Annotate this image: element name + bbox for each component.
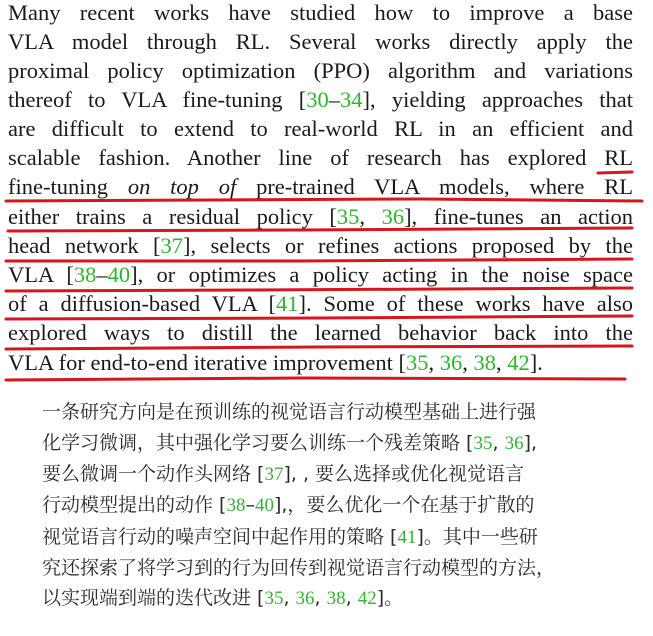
english-line <box>8 29 633 55</box>
citation-link[interactable]: 35 <box>264 588 284 609</box>
chinese-line <box>42 398 536 426</box>
text-run: ], , 要么选择或优化视觉语言 <box>283 463 525 485</box>
text-run: head network [ <box>8 233 161 258</box>
text-run: – <box>245 494 255 516</box>
text-run: , <box>462 350 474 375</box>
text-run: ]。其中一些研 <box>416 526 538 548</box>
emphasis-text: on top of <box>127 174 237 199</box>
text-run: , <box>283 587 296 609</box>
english-line <box>8 262 633 288</box>
text-run: ], fine-tunes an action <box>404 204 633 229</box>
red-underline-stroke <box>6 378 625 380</box>
english-line <box>8 145 633 171</box>
text-run: , <box>492 432 505 454</box>
citation-link[interactable]: 37 <box>264 464 284 485</box>
citation-link[interactable]: 38 <box>326 588 346 609</box>
text-run: , <box>345 587 358 609</box>
english-line <box>8 320 633 346</box>
text-run: VLA model through RL. Several works directly apply the <box>8 29 633 54</box>
text-run: 以实现端到端的迭代改进 [ <box>42 587 265 609</box>
english-line <box>8 116 633 142</box>
english-line <box>8 204 633 230</box>
text-run: – <box>328 87 340 112</box>
citation-link[interactable]: 37 <box>160 233 183 258</box>
text-run: of a diffusion-based VLA [ <box>8 291 276 316</box>
text-run: VLA for end-to-end iterative improvement [ <box>8 350 406 375</box>
citation-link[interactable]: 35 <box>406 350 429 375</box>
text-run: proximal policy optimization (PPO) algorithm and variations <box>8 58 633 83</box>
red-underline-stroke <box>6 346 632 349</box>
red-underline-stroke <box>598 172 632 173</box>
citation-link[interactable]: 41 <box>397 527 417 548</box>
text-run: 要么微调一个动作头网络 [ <box>42 463 265 485</box>
citation-link[interactable]: 38 <box>73 262 97 287</box>
text-run: are difficult to extend to real-world RL in an efficient and <box>8 116 633 141</box>
citation-link[interactable]: 36 <box>504 433 524 454</box>
text-run: , <box>314 587 327 609</box>
text-run: ], or optimizes a policy acting in the noise space <box>130 262 633 287</box>
text-run: , <box>496 350 508 375</box>
text-run: 视觉语言行动的噪声空间中起作用的策略 [ <box>42 526 398 548</box>
citation-link[interactable]: 38 <box>226 495 246 516</box>
citation-link[interactable]: 35 <box>336 204 360 229</box>
text-run: either trains a residual policy [ <box>8 204 337 229</box>
text-run: ]。 <box>376 587 404 609</box>
citation-link[interactable]: 42 <box>357 588 377 609</box>
text-run: 究还探索了将学习到的行为回传到视觉语言行动模型的方法， <box>42 557 556 579</box>
red-underline-stroke <box>6 259 632 261</box>
text-run: Many recent works have studied how to improve a base <box>8 0 633 25</box>
citation-link[interactable]: 35 <box>473 433 493 454</box>
chinese-line <box>42 554 555 582</box>
chinese-line <box>42 460 524 488</box>
english-line <box>8 350 633 376</box>
text-run: , <box>428 350 440 375</box>
citation-link[interactable]: 36 <box>381 204 405 229</box>
citation-link[interactable]: 34 <box>339 87 363 112</box>
text-run: VLA [ <box>8 262 74 287</box>
text-run: 化学习微调，其中强化学习要么训练一个残差策略 [ <box>42 432 474 454</box>
text-run: 一条研究方向是在预训练的视觉语言行动模型基础上进行强 <box>42 401 537 423</box>
text-run: fine-tuning <box>8 174 128 199</box>
citation-link[interactable]: 40 <box>254 495 274 516</box>
english-line <box>8 233 633 259</box>
chinese-line <box>42 584 403 612</box>
text-run: ], selects or refines actions proposed by the <box>182 233 633 258</box>
english-line <box>8 0 633 26</box>
text-run: ]. <box>529 350 543 375</box>
text-run: explored ways to distill the learned behavior back into the <box>8 320 633 345</box>
text-run: ]. Some of these works have also <box>298 291 633 316</box>
citation-link[interactable]: 41 <box>276 291 299 316</box>
english-line <box>8 174 633 200</box>
text-run: – <box>96 262 108 287</box>
text-run: 行动模型提出的动作 [ <box>42 494 227 516</box>
citation-link[interactable]: 36 <box>295 588 315 609</box>
citation-link[interactable]: 36 <box>439 350 463 375</box>
text-run: ], yielding approaches that <box>362 87 633 112</box>
text-run: ], <box>523 432 538 454</box>
english-line <box>8 87 633 113</box>
citation-link[interactable]: 42 <box>507 350 530 375</box>
text-run: pre-trained VLA models, where RL <box>236 174 633 199</box>
chinese-line <box>42 429 537 457</box>
chinese-line <box>42 523 538 551</box>
text-run: scalable fashion. Another line of research has explored RL <box>8 145 633 170</box>
english-line <box>8 58 633 84</box>
english-line <box>8 291 633 317</box>
citation-link[interactable]: 38 <box>473 350 496 375</box>
text-run: ],，要么优化一个在基于扩散的 <box>273 494 535 516</box>
citation-link[interactable]: 30 <box>306 87 329 112</box>
text-run: thereof to VLA fine-tuning [ <box>8 87 307 112</box>
citation-link[interactable]: 40 <box>107 262 131 287</box>
text-run: , <box>359 204 382 229</box>
chinese-line <box>42 491 534 519</box>
